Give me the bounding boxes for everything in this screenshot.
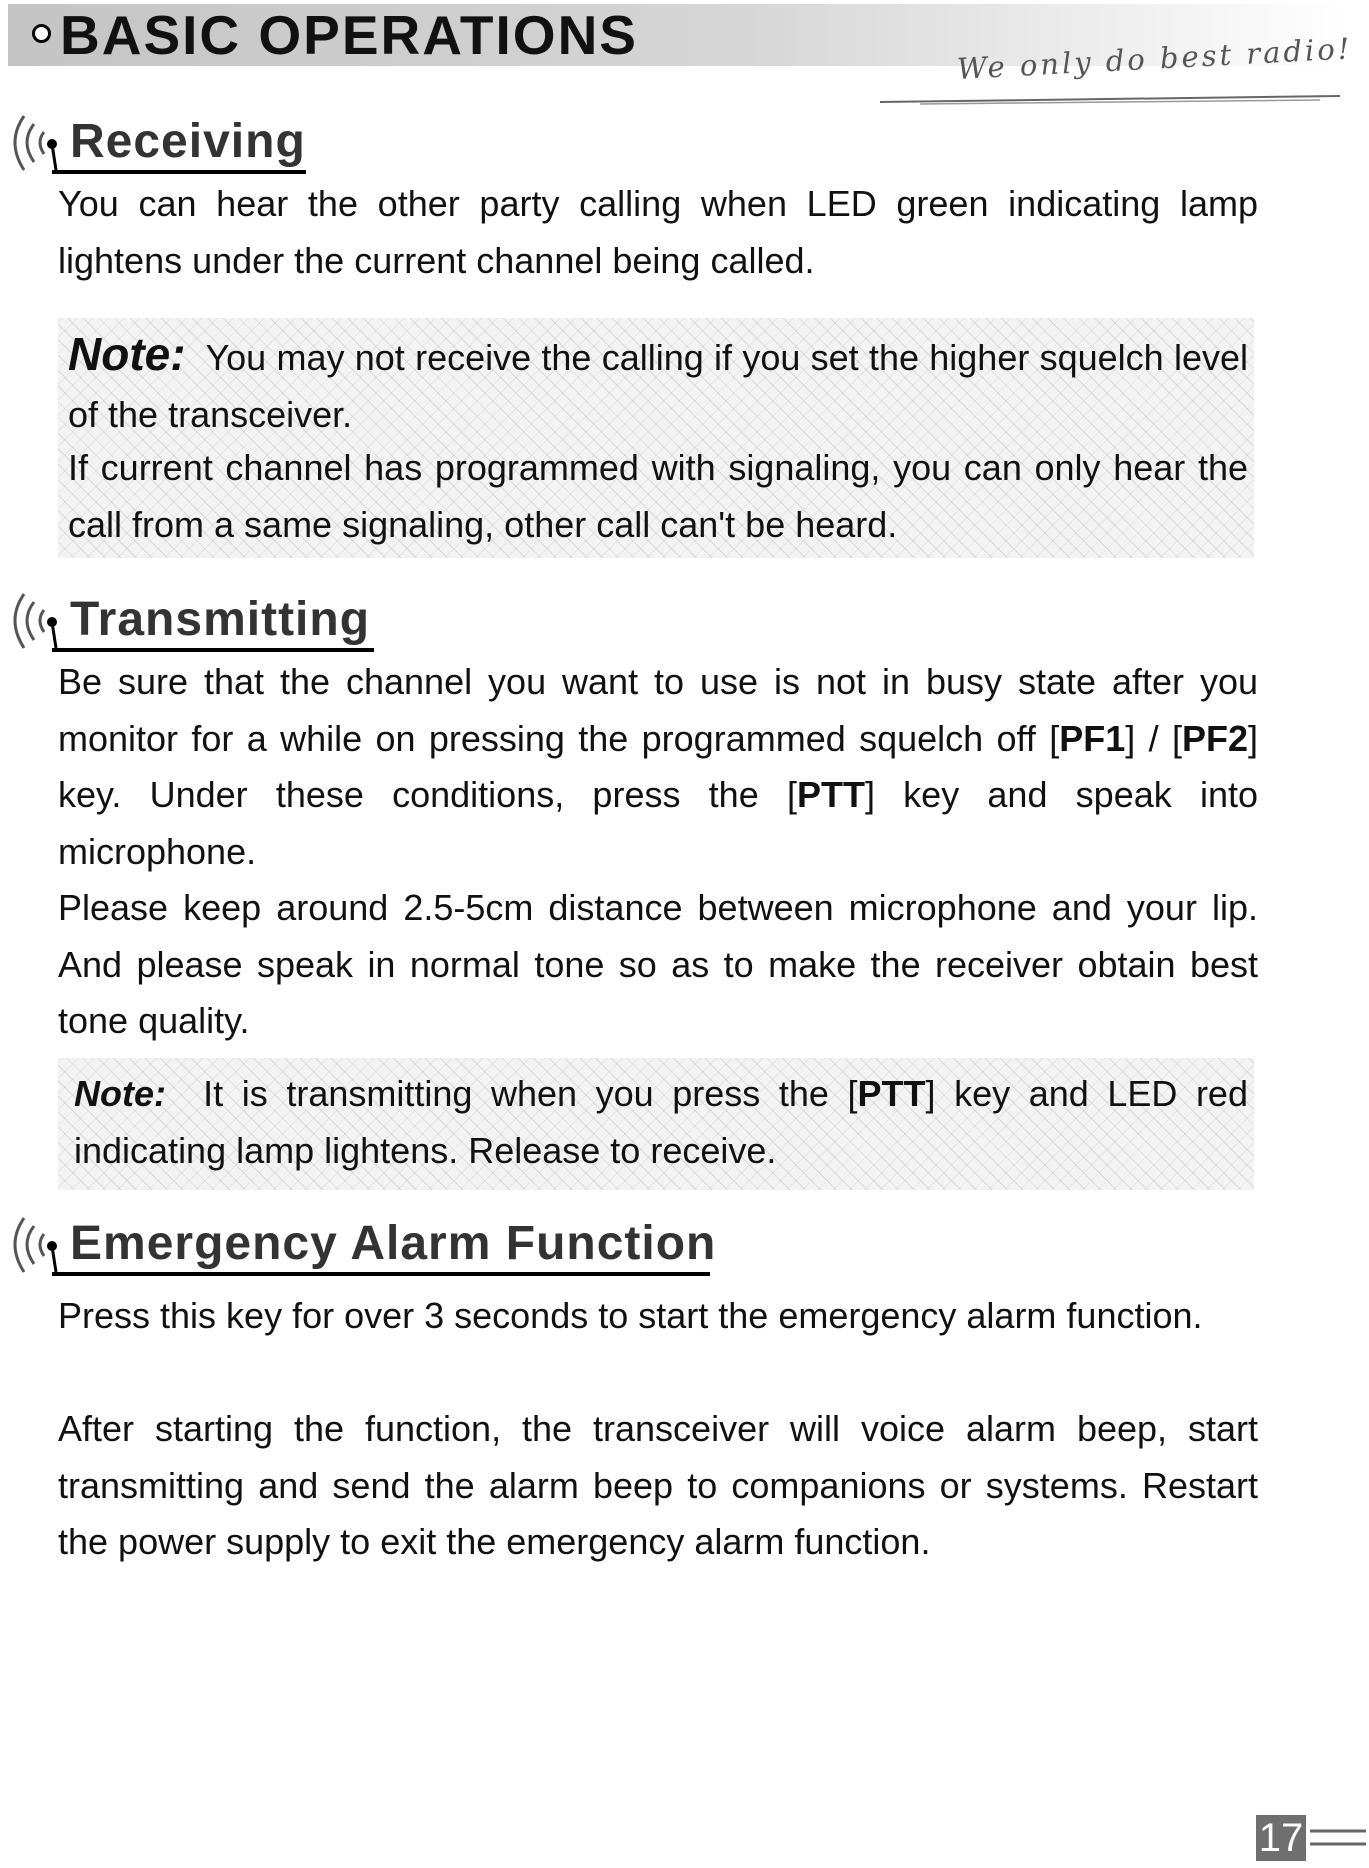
section-heading-transmitting <box>4 586 384 656</box>
note-box-receiving <box>58 318 1254 558</box>
transmitting-paragraph-2: Please keep around 2.5-5cm distance between microphone and your lip. And please speak in normal tone so as to make the receiver obtain best tone quality. <box>58 887 1258 1041</box>
key-ptt: PTT <box>857 1073 926 1114</box>
radio-wave-icon <box>4 108 68 178</box>
section-heading-receiving <box>4 108 324 178</box>
text-run: ] key and speak into microphone. <box>58 774 1259 872</box>
text-run: Be sure that the channel you want to use is not in busy state after you monitor for a while on pressing the programmed squelch off [ <box>58 661 1258 759</box>
section-title-emergency: Emergency Alarm Function <box>70 1217 717 1270</box>
key-ptt: PTT <box>796 774 865 815</box>
radio-wave-icon <box>4 1210 68 1280</box>
transmitting-paragraph-1 <box>58 654 1258 880</box>
note-receiving-line2: If current channel has programmed with signaling, you can only hear the call from a same signaling, other call can't be heard. <box>68 447 1248 545</box>
emergency-paragraph-2: After starting the function, the transceiver will voice alarm beep, start transmitting and send the alarm beep to companions or systems. Restart the power supply to exit the emergency alarm function. <box>58 1408 1258 1562</box>
bullet-circle-icon <box>32 24 51 43</box>
receiving-body: You can hear the other party calling when LED green indicating lamp lightens under the current channel being called. <box>58 183 1258 281</box>
text-run: ] key. Under these conditions, press the [ <box>58 717 1258 815</box>
section-title-transmitting: Transmitting <box>70 593 371 646</box>
section-title-receiving: Receiving <box>70 115 306 168</box>
page-number-lines <box>1310 1826 1366 1850</box>
note-box-transmitting <box>58 1058 1254 1190</box>
note-label: Note: <box>74 1073 166 1114</box>
radio-wave-icon <box>4 586 68 656</box>
key-pf1: PF1 <box>1059 717 1126 759</box>
slogan: We only do best radio! <box>956 31 1354 86</box>
heading-underline <box>52 1272 710 1276</box>
text-run: It is transmitting when you press the [ <box>203 1073 858 1114</box>
text-run: ] / [ <box>1125 717 1182 759</box>
section-heading-emergency <box>4 1210 724 1280</box>
heading-underline <box>52 648 374 652</box>
text-run: ] key and LED red indicating lamp lightens. Release to receive. <box>74 1073 1248 1171</box>
note-receiving-line1 <box>68 326 1248 443</box>
note-transmitting <box>74 1066 1248 1179</box>
slogan-underline <box>880 92 1350 106</box>
key-pf2: PF2 <box>1181 717 1248 759</box>
heading-underline <box>52 170 306 174</box>
note-text: You may not receive the calling if you set the higher squelch level of the transceiver. <box>68 337 1248 435</box>
page-number: 17 <box>1256 1815 1306 1861</box>
emergency-paragraph-1: Press this key for over 3 seconds to start the emergency alarm function. <box>58 1295 1203 1336</box>
note-label: Note: <box>68 328 186 380</box>
page-title: BASIC OPERATIONS <box>60 4 638 66</box>
